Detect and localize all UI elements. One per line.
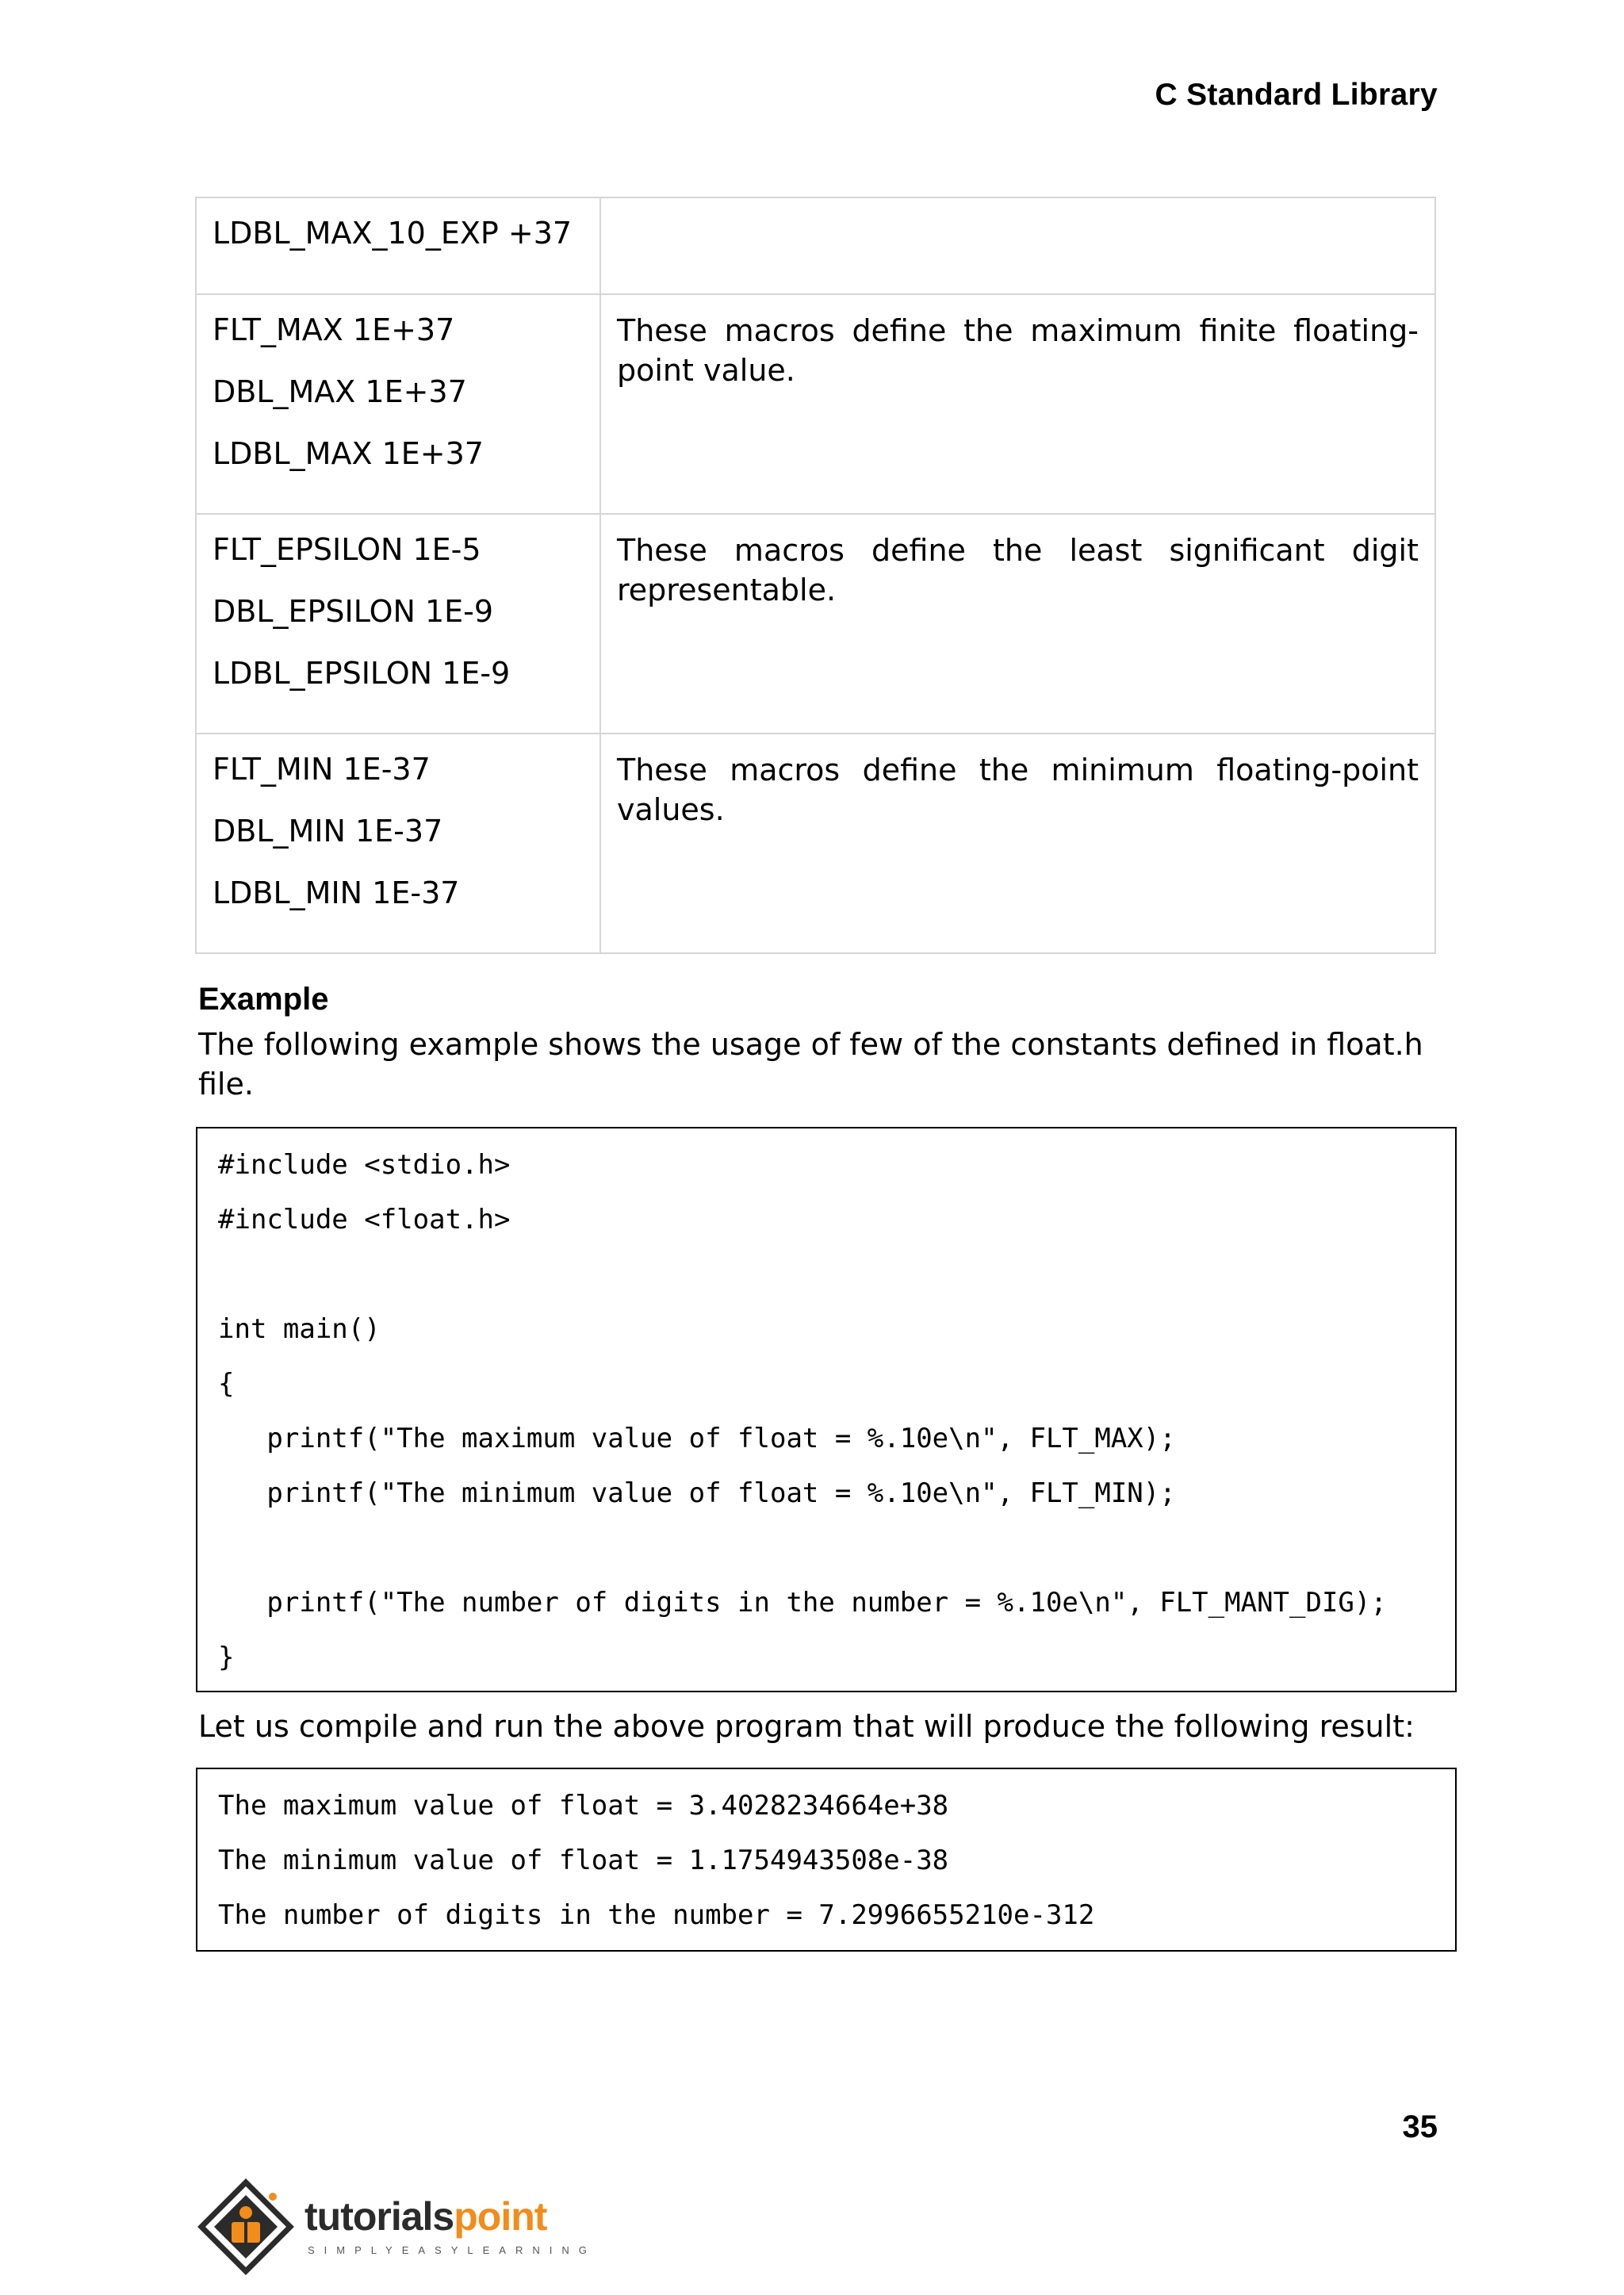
code-block [196, 1127, 1457, 1692]
code-line: int main() [218, 1313, 381, 1345]
code-line [218, 1251, 1455, 1306]
macro-name: LDBL_MIN 1E-37 [213, 875, 460, 910]
header-title: C Standard Library [1155, 78, 1438, 112]
macro-cell [196, 294, 600, 514]
macro-name: DBL_MAX 1E+37 [213, 374, 467, 409]
table-row [196, 514, 1435, 734]
logo-tagline: SIMPLYEASYLEARNING [308, 2244, 596, 2256]
code-line [218, 1525, 1455, 1580]
code-line: printf("The number of digits in the number = %.10e\n", FLT_MANT_DIG); [218, 1587, 1387, 1619]
macro-name: DBL_EPSILON 1E-9 [213, 594, 494, 629]
description-line: These macros define the least significant digit [617, 533, 1419, 568]
code-line: } [218, 1642, 235, 1673]
output-block [196, 1768, 1457, 1952]
macro-name: FLT_MAX 1E+37 [213, 312, 455, 347]
description-line: values. [617, 792, 725, 827]
macro-cell [196, 514, 600, 734]
macro-name: LDBL_MAX 1E+37 [213, 436, 484, 471]
macro-name: DBL_MIN 1E-37 [213, 814, 443, 849]
macro-cell [196, 734, 600, 953]
code-line: #include <float.h> [218, 1204, 511, 1236]
macros-table [195, 197, 1436, 954]
example-intro [198, 1025, 1439, 1104]
description-line: point value. [617, 353, 795, 388]
example-heading: Example [198, 982, 329, 1017]
description-cell [600, 734, 1435, 953]
description-line: These macros define the minimum floating-point [617, 753, 1419, 787]
logo-emblem-icon [197, 2178, 300, 2281]
description-cell [600, 197, 1435, 294]
code-line: printf("The maximum value of float = %.10e\n", FLT_MAX); [218, 1423, 1176, 1454]
tutorialspoint-logo [197, 2178, 596, 2281]
description-cell [600, 294, 1435, 514]
description-line: representable. [617, 573, 837, 607]
result-intro: Let us compile and run the above program that will produce the following result: [198, 1709, 1415, 1744]
description-line: These macros define the maximum finite floating- [617, 313, 1419, 348]
code-line: printf("The minimum value of float = %.10e\n", FLT_MIN); [218, 1477, 1176, 1509]
table-row [196, 197, 1435, 294]
macro-name: FLT_MIN 1E-37 [213, 752, 431, 787]
table-row [196, 294, 1435, 514]
output-line: The minimum value of float = 1.1754943508e-38 [218, 1845, 949, 1876]
code-line: #include <stdio.h> [218, 1149, 511, 1181]
macro-name: LDBL_EPSILON 1E-9 [213, 656, 511, 691]
page-number: 35 [1402, 2109, 1438, 2144]
intro-line: The following example shows the usage of few of the constants defined in float.h [198, 1027, 1423, 1062]
table-row [196, 734, 1435, 953]
macro-name: LDBL_MAX_10_EXP +37 [213, 216, 573, 251]
macro-cell [196, 197, 600, 294]
intro-line: file. [198, 1067, 254, 1102]
output-line: The number of digits in the number = 7.2996655210e-312 [218, 1899, 1095, 1931]
output-line: The maximum value of float = 3.4028234664e+38 [218, 1790, 949, 1822]
code-line: { [218, 1368, 235, 1400]
description-cell [600, 514, 1435, 734]
logo-wordmark: tutorialspoint [304, 2194, 547, 2239]
macro-name: FLT_EPSILON 1E-5 [213, 532, 481, 567]
